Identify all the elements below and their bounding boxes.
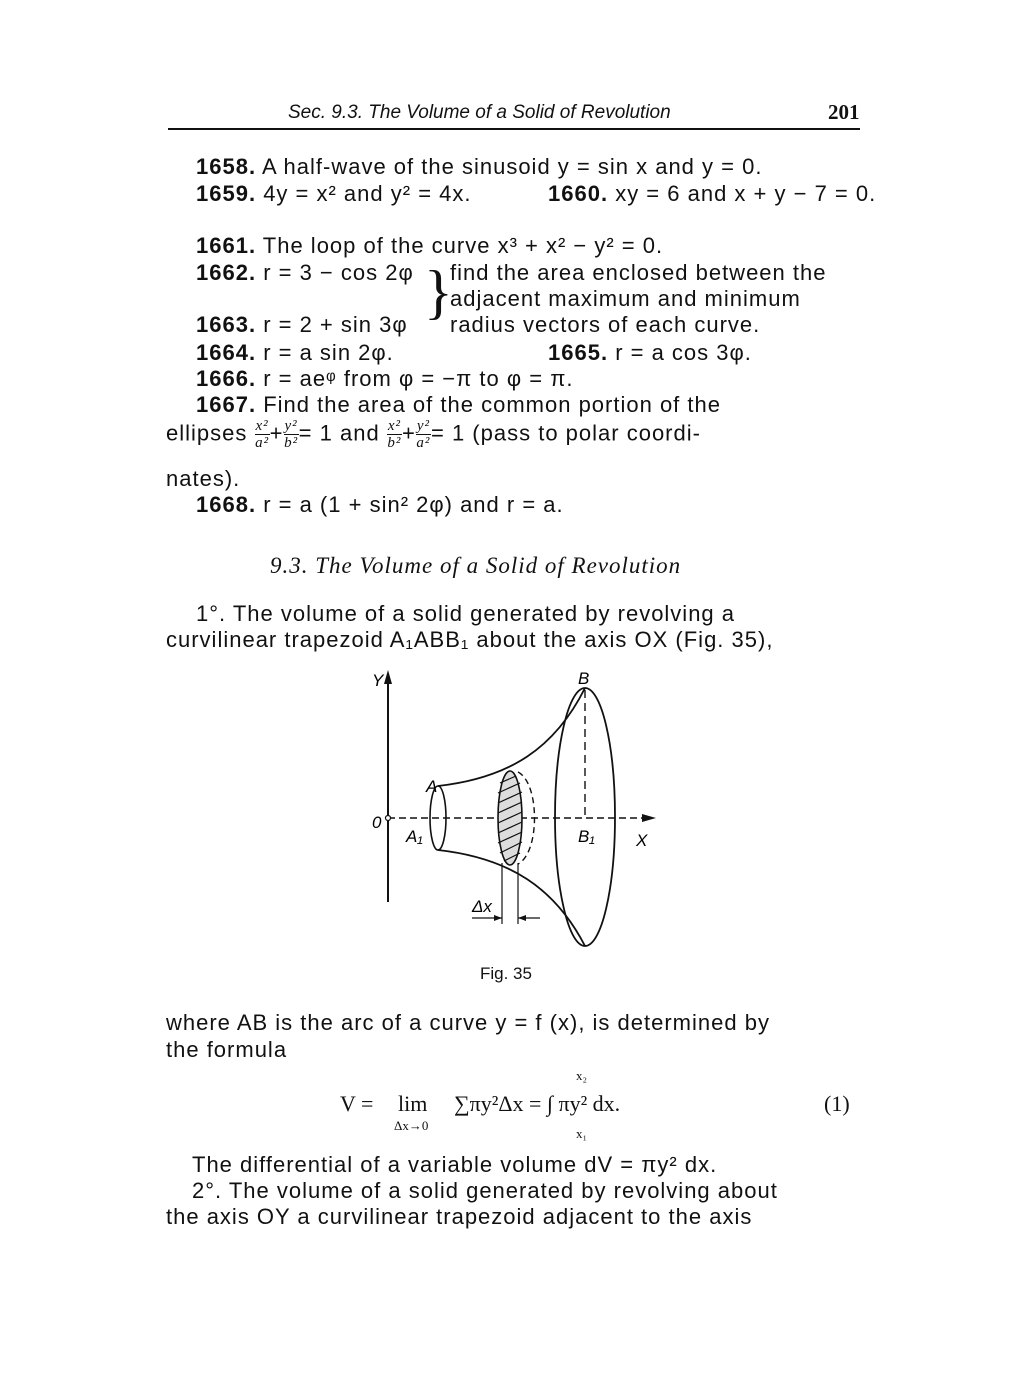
- label-a1: A₁: [406, 827, 423, 846]
- running-title: Sec. 9.3. The Volume of a Solid of Revolution: [288, 102, 671, 123]
- y-axis-arrow-icon: [384, 670, 392, 684]
- fraction-x2-b2: $\frac{\text{x²}}{\text{b²}}$: [387, 418, 402, 451]
- label-origin: 0: [372, 813, 382, 832]
- figure-caption: Fig. 35: [480, 964, 532, 983]
- para3-line3: the axis OY a curvilinear trapezoid adjacent to the axis: [166, 1204, 753, 1229]
- label-b: B: [578, 669, 590, 688]
- brace-note-line2: adjacent maximum and minimum: [450, 286, 801, 311]
- para1-line2: curvilinear trapezoid A₁ABB₁ about the axis OX (Fig. 35),: [166, 627, 774, 652]
- formula-lim: lim: [398, 1091, 428, 1116]
- formula-lim-sub: Δx→0: [394, 1118, 429, 1133]
- x-axis-arrow-icon: [642, 814, 656, 822]
- figure-35: [360, 668, 680, 968]
- fraction-y2-b2: $\frac{\text{y²}}{\text{b²}}$: [284, 418, 299, 451]
- problem-1658: 1658. A half-wave of the sinusoid y = sin x and y = 0.: [196, 154, 763, 179]
- ellipse-continuation: nates).: [166, 466, 241, 491]
- problem-1663: 1663. r = 2 + sin 3φ: [196, 312, 408, 337]
- label-x: X: [636, 831, 648, 850]
- problem-1661: 1661. The loop of the curve x³ + x² − y² = 0.: [196, 233, 664, 258]
- brace-note-line1: find the area enclosed between the: [450, 260, 827, 285]
- page-number: 201: [828, 100, 860, 124]
- label-dx: Δx: [472, 897, 492, 916]
- formula-lhs: V =: [340, 1091, 374, 1116]
- problem-1665: 1665. r = a cos 3φ.: [548, 340, 752, 365]
- dx-arrowhead-right-icon: [518, 915, 526, 921]
- formula-upper-limit: x₂: [576, 1068, 588, 1083]
- problem-1666: 1666. r = aeᵠ from φ = −π to φ = π.: [196, 366, 574, 391]
- right-brace: }: [424, 259, 453, 325]
- para2-line2: the formula: [166, 1037, 288, 1062]
- formula-body: ∑πy²Δx = ∫ πy² dx.: [454, 1091, 621, 1116]
- problem-1660: 1660. xy = 6 and x + y − 7 = 0.: [548, 181, 877, 206]
- fraction-x2-a2: $\frac{\text{x²}}{\text{a²}}$: [255, 418, 270, 451]
- large-ellipse: [555, 688, 615, 946]
- formula-lower-limit: x₁: [576, 1126, 588, 1141]
- para3-line2: 2°. The volume of a solid generated by revolving about: [192, 1178, 778, 1203]
- problem-1662: 1662. r = 3 − cos 2φ: [196, 260, 414, 285]
- label-b1: B₁: [578, 827, 595, 846]
- dx-arrowhead-left-icon: [494, 915, 502, 921]
- section-heading: 9.3. The Volume of a Solid of Revolution: [270, 553, 682, 578]
- para1-line1: 1°. The volume of a solid generated by revolving a: [196, 601, 736, 626]
- brace-note-line3: radius vectors of each curve.: [450, 312, 761, 337]
- para3-line1: The differential of a variable volume dV = πy² dx.: [192, 1152, 718, 1177]
- para2-line1: where AB is the arc of a curve y = f (x), is determined by: [166, 1010, 770, 1035]
- problem-1659: 1659. 4y = x² and y² = 4x.: [196, 181, 472, 206]
- ellipse-line: ellipses $\frac{\text{x²}}{\text{a²}}$ + $\frac{\text{y²}}{\text{b²}}$ = 1 and $\frac{\text{x²}}{\text{b²}}$ + $\frac{\text{y²}}{\text{a²}}$ = 1 (pass to polar coordi-: [166, 418, 701, 451]
- origin-point: [386, 816, 391, 821]
- problem-1668: 1668. r = a (1 + sin² 2φ) and r = a.: [196, 492, 564, 517]
- label-y: Y: [372, 671, 384, 690]
- formula-tag: (1): [824, 1091, 850, 1116]
- label-a: A: [426, 777, 438, 796]
- problem-1667: 1667. Find the area of the common portion of the: [196, 392, 721, 417]
- header-rule: [168, 128, 860, 130]
- problem-1664: 1664. r = a sin 2φ.: [196, 340, 394, 365]
- fraction-y2-a2: $\frac{\text{y²}}{\text{a²}}$: [416, 418, 431, 451]
